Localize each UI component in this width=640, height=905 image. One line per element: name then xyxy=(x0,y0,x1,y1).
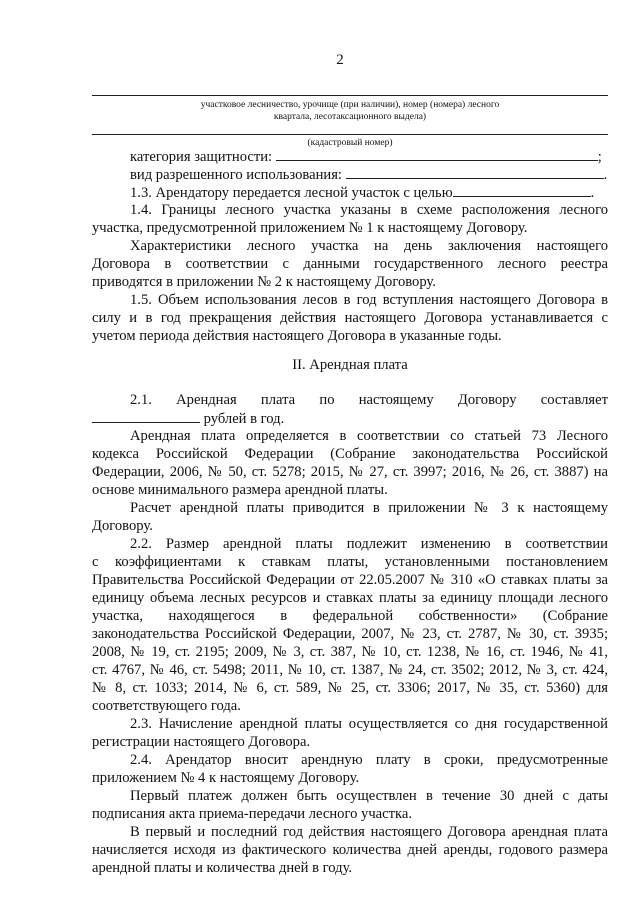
caption-forestry: участковое лесничество, урочище (при наличии), номер (номера) лесного xyxy=(200,100,500,110)
rent-amount-blank xyxy=(92,410,200,423)
text-line: арендной платы и количества дней в году. xyxy=(92,860,353,876)
text-line: подписания акта приема-передачи лесного участка. xyxy=(92,806,412,822)
text-line: 1.4. Границы лесного участка указаны в схеме расположения лесного xyxy=(130,202,608,218)
text-line: Характеристики лесного участка на день заключения настоящего xyxy=(130,238,608,254)
text-line: Расчет арендной платы приводится в приложении № 3 к настоящему xyxy=(130,500,608,516)
text-line: В первый и последний год действия настоящего Договора арендная плата xyxy=(130,824,608,840)
text-line: ст. 4767, № 46, ст. 5498; 2011, № 10, ст. 1387, № 24, ст. 3502; 2012, № 3, ст. 424, xyxy=(92,662,608,678)
text-line: Договора в соответствии с данными государственного лесного реестра xyxy=(92,256,608,272)
text-line: 2.3. Начисление арендной платы осуществляется со дня государственной xyxy=(130,716,608,732)
permitted-use-label: вид разрешенного использования: xyxy=(130,167,342,183)
text-line: приложением № 4 к настоящему Договору. xyxy=(92,770,360,786)
top-rule xyxy=(92,95,608,96)
purpose-line: 1.3. Арендатору передается лесной участок с целью . xyxy=(130,185,595,201)
permitted-use-line: вид разрешенного использования: . xyxy=(130,167,608,183)
text-line: Первый платеж должен быть осуществлен в течение 30 дней с даты xyxy=(130,788,608,804)
caption-quarter: квартала, лесотаксационного выдела) xyxy=(273,112,427,122)
text-line: № 8, ст. 1033; 2014, № 6, ст. 589, № 25, ст. 3306; 2017, № 35, ст. 5360) для xyxy=(92,680,608,696)
text-line: участка, находящегося в федеральной собственности» (Собрание xyxy=(92,608,608,624)
text-line: 1.5. Объем использования лесов в год вступления настоящего Договора в xyxy=(130,292,608,308)
text-line: 2.2. Размер арендной платы подлежит изменению в соответствии xyxy=(130,536,608,552)
text-line: соответствующего года. xyxy=(92,698,241,714)
protection-category-blank xyxy=(276,148,598,161)
text-line: законодательства Российской Федерации, 2007, № 23, ст. 2787, № 30, ст. 3935; xyxy=(92,626,608,642)
text-line: регистрации настоящего Договора. xyxy=(92,734,311,750)
protection-category-line: категория защитности: ; xyxy=(130,149,602,165)
section-heading: II. Арендная плата xyxy=(292,357,408,373)
text-line: начисляется исходя из фактического количества дней аренды, годового размера xyxy=(92,842,608,858)
text-line: приводятся в приложении № 2 к настоящему Договору. xyxy=(92,274,436,290)
permitted-use-blank xyxy=(346,166,604,179)
text-line: 2.4. Арендатор вносит арендную плату в сроки, предусмотренные xyxy=(130,752,608,768)
text-line: с коэффициентами к ставкам платы, установленными постановлением xyxy=(92,554,608,570)
text-line: 2008, № 19, ст. 2195; 2009, № 3, ст. 387, № 10, ст. 1238, № 16, ст. 1946, № 41, xyxy=(92,644,608,660)
purpose-label: 1.3. Арендатору передается лесной участок с целью xyxy=(130,185,453,201)
purpose-blank xyxy=(453,184,591,197)
text-line: основе минимального размера арендной платы. xyxy=(92,482,388,498)
text-line: кодекса Российской Федерации (Собрание законодательства Российской xyxy=(92,446,608,462)
protection-category-label: категория защитности: xyxy=(130,149,273,165)
caption-cadastral: (кадастровый номер) xyxy=(307,138,393,148)
text-line: учетом периода действия настоящего Договора в указанные годы. xyxy=(92,328,502,344)
text-line: Арендная плата определяется в соответствии со статьей 73 Лесного xyxy=(130,428,608,444)
text-line: Договору. xyxy=(92,518,153,534)
cadastral-rule xyxy=(92,134,608,135)
text-line: Правительства Российской Федерации от 22.05.2007 № 310 «О ставках платы за xyxy=(92,572,608,588)
text-line: 2.1. Арендная плата по настоящему Договору составляет xyxy=(130,392,608,408)
text-line: единицу объема лесных ресурсов и ставках платы за единицу площади лесного xyxy=(92,590,608,606)
page-number: 2 xyxy=(336,52,344,68)
text-line: силу и в год прекращения действия настоящего Договора устанавливается с xyxy=(92,310,608,326)
text-line: участка, предусмотренной приложением № 1 к настоящему Договору. xyxy=(92,220,528,236)
rent-amount-line: рублей в год. xyxy=(92,410,608,428)
text-line: Федерации, 2006, № 50, ст. 5278; 2015, № 27, ст. 3997; 2016, № 26, ст. 3887) на xyxy=(92,464,608,480)
